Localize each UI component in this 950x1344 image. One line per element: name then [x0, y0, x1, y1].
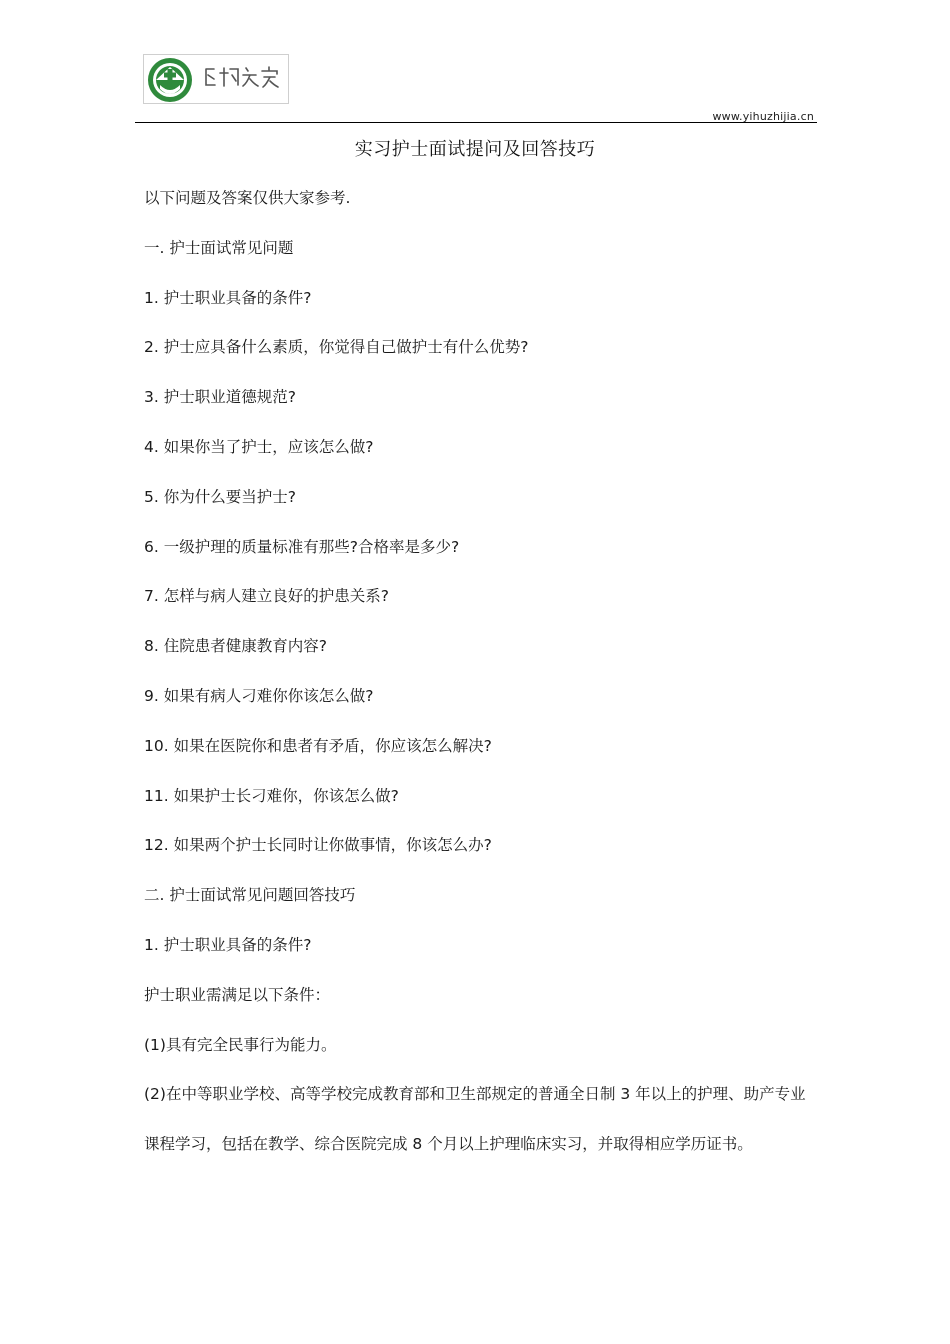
question-item: 10. 如果在医院你和患者有矛盾，你应该怎么解决?	[144, 736, 492, 755]
question-item: 6. 一级护理的质量标准有那些?合格率是多少?	[144, 537, 460, 556]
section-heading-questions: 一. 护士面试常见问题	[144, 238, 294, 257]
question-item: 1. 护士职业具备的条件?	[144, 288, 312, 307]
question-item: 5. 你为什么要当护士?	[144, 487, 296, 506]
answer-paragraph: (2)在中等职业学校、高等学校完成教育部和卫生部规定的普通全日制 3 年以上的护理、助产专业课程学习，包括在教学、综合医院完成 8 个月以上护理临床实习，并取得相应学历证书。	[144, 1085, 806, 1154]
document-title: 实习护士面试提问及回答技巧	[354, 139, 596, 160]
site-logo[interactable]	[143, 54, 289, 104]
site-url[interactable]: www.yihuzhijia.cn	[712, 110, 814, 123]
logo-graphic	[144, 55, 288, 103]
document-body	[144, 186, 810, 1195]
question-item: 9. 如果有病人刁难你你该怎么做?	[144, 686, 374, 705]
intro-paragraph: 以下问题及答案仅供大家参考.	[144, 189, 351, 207]
answer-paragraph: (1)具有完全民事行为能力。	[144, 1035, 337, 1054]
question-item: 4. 如果你当了护士，应该怎么做?	[144, 437, 374, 456]
section-heading-answers: 二. 护士面试常见问题回答技巧	[144, 886, 356, 905]
answer-paragraph: 护士职业需满足以下条件：	[144, 985, 331, 1004]
question-item: 2. 护士应具备什么素质，你觉得自己做护士有什么优势?	[144, 338, 529, 357]
question-item: 7. 怎样与病人建立良好的护患关系?	[144, 587, 389, 606]
header-divider	[135, 122, 817, 123]
answer-question: 1. 护士职业具备的条件?	[144, 935, 312, 954]
question-item: 3. 护士职业道德规范?	[144, 388, 296, 407]
page-header	[0, 0, 950, 130]
question-item: 12. 如果两个护士长同时让你做事情，你该怎么办?	[144, 836, 492, 855]
question-item: 8. 住院患者健康教育内容?	[144, 637, 327, 656]
question-item: 11. 如果护士长刁难你，你该怎么做?	[144, 786, 399, 805]
